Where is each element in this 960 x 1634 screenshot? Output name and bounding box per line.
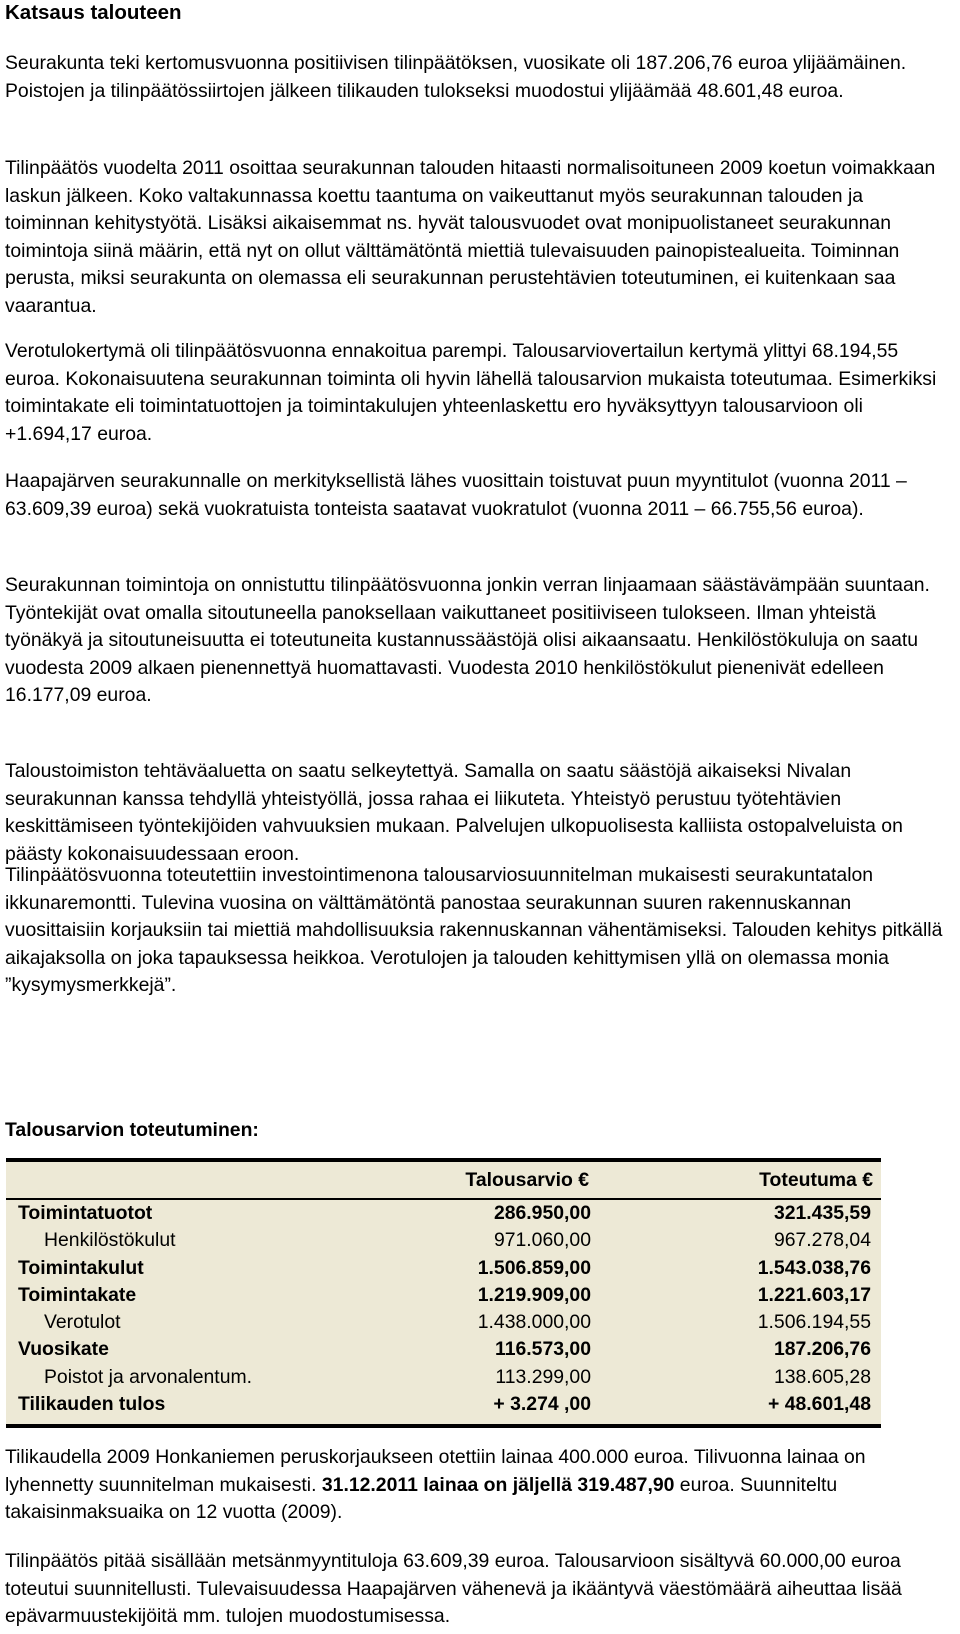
- loan-remaining-bold: 31.12.2011 lainaa on jäljellä 319.487,90: [321, 1473, 675, 1496]
- paragraph-financial-statement: Tilinpäätös vuodelta 2011 osoittaa seurakunnan talouden hitaasti normalisoituneen 2009 koetun voimakkaan laskun jälkeen. Koko valtakunnassa koettu taantuma on vaikeuttanut myös seurakunnan talouden ja toiminnan kehitystyötä. Lisäksi aikaisemmat ns. hyvät talousvuodet ovat monipuolistaneet seurakunnan toimintoja siinä määrin, että nyt on ollut välttämätöntä miettiä tulevaisuuden painopistealueita. Toiminnan perusta, miksi seurakunta on olemassa eli seurakunnan perustehtävien toteutuminen, ei kuitenkaan saa vaarantua.: [5, 157, 936, 317]
- row-budget: + 3.274 ,00: [493, 1393, 591, 1416]
- table-row: [6, 1336, 881, 1363]
- row-label: Toimintakate: [18, 1283, 137, 1306]
- table-row: [6, 1309, 881, 1336]
- header-budget: Talousarvio €: [306, 1160, 591, 1199]
- row-actual: + 48.601,48: [768, 1393, 871, 1416]
- row-label: Tilikauden tulos: [18, 1393, 166, 1416]
- table-row: [6, 1282, 881, 1309]
- row-actual: 187.206,76: [773, 1338, 871, 1361]
- row-budget: 1.219.909,00: [477, 1283, 591, 1306]
- row-label: Vuosikate: [18, 1338, 109, 1361]
- table-row: [6, 1391, 881, 1426]
- table-row: [6, 1199, 881, 1227]
- paragraph-loan: [5, 1444, 950, 1527]
- table-row: [6, 1364, 881, 1391]
- row-budget: 286.950,00: [493, 1202, 591, 1224]
- row-actual: 321.435,59: [773, 1202, 871, 1224]
- row-actual: 1.221.603,17: [757, 1283, 871, 1306]
- loan-text-after: euroa. Suunniteltu takaisinmaksuaika on 12 vuotta (2009).: [5, 1473, 838, 1523]
- row-actual: 1.543.038,76: [757, 1256, 871, 1279]
- page-title: Katsaus talouteen: [5, 1, 182, 24]
- paragraph-tax-income: Verotulokertymä oli tilinpäätösvuonna ennakoitua parempi. Talousarviovertailun kertymä ylittyi 68.194,55 euroa. Kokonaisuutena seurakunnan toiminta oli hyvin lähellä talousarvion mukaista toteutumaa. Esimerkiksi toimintakate eli toimintatuottojen ja toimintakulujen yhteenlaskettu ero hyväksyttyyn talousarvioon oli +1.694,17 euroa.: [5, 340, 937, 445]
- header-label: [6, 1160, 306, 1199]
- loan-text-before: Tilikaudella 2009 Honkaniemen peruskorjaukseen otettiin lainaa 400.000 euroa. Tilivuonna lainaa on lyhennetty suunnitelman mukaisesti.: [5, 1446, 866, 1496]
- paragraph-investments: Tilinpäätösvuonna toteutettiin investointimenona talousarviosuunnitelman mukaisesti seurakuntatalon ikkunaremontti. Tulevina vuosina on välttämätöntä panostaa seurakunnan suuren rakennuskannan vuosittaisiin korjauksiin tai miettiä mahdollisuuksia rakennuskannan vähentämiseksi. Talouden kehitys pitkällä aikajaksolla on joka tapauksessa heikkoa. Verotulojen ja talouden kehittymisen yllä on olemassa monia ”kysymysmerkkejä”.: [5, 864, 943, 996]
- paragraph-forest-sales: Tilinpäätös pitää sisällään metsänmyyntituloja 63.609,39 euroa. Talousarvioon sisältyvä 60.000,00 euroa toteutui suunnitellusti. Tulevaisuudessa Haapajärven vähenevä ja ikääntyvä väestömäärä aiheuttaa lisää epävarmuustekijöitä mm. tulojen muodostumisessa.: [5, 1550, 902, 1627]
- row-actual: 138.605,28: [773, 1365, 871, 1388]
- row-budget: 1.506.859,00: [477, 1256, 591, 1279]
- row-label: Toimintatuotot: [18, 1202, 153, 1224]
- budget-heading: Talousarvion toteutuminen:: [5, 1119, 259, 1141]
- row-actual: 967.278,04: [773, 1229, 871, 1252]
- budget-table: [6, 1158, 881, 1428]
- row-label: Poistot ja arvonalentum.: [44, 1365, 253, 1388]
- paragraph-result: Seurakunta teki kertomusvuonna positiivisen tilinpäätöksen, vuosikate oli 187.206,76 euroa ylijäämäinen. Poistojen ja tilinpäätössiirtojen jälkeen tilikauden tulokseksi muodostui ylijäämää 48.601,48 euroa.: [5, 52, 907, 102]
- row-label: Toimintakulut: [18, 1256, 144, 1279]
- budget-table-header: [6, 1160, 881, 1199]
- paragraph-finance-office: Taloustoimiston tehtäväaluetta on saatu selkeytettyä. Samalla on saatu säästöjä aikaiseksi Nivalan seurakunnan kanssa tehdyllä yhteistyöllä, jossa rahaa ei liikuteta. Yhteistyö perustuu työtehtävien keskittämiseen työntekijöiden vahvuuksien mukaan. Palvelujen ulkopuolisesta kalliista ostopalveluista on päästy kokonaisuudessaan eroon.: [5, 760, 903, 865]
- row-budget: 116.573,00: [495, 1338, 591, 1361]
- paragraph-savings: Seurakunnan toimintoja on onnistuttu tilinpäätösvuonna jonkin verran linjaamaan säästävämpään suuntaan. Työntekijät ovat omalla sitoutuneella panoksellaan vaikuttaneet positiiviseen tulokseen. Ilman yhteistä työnäkyä ja sitoutuneisuutta ei toteutuneita kustannussäästöjä olisi aikaansaatu. Henkilöstökuluja on saatu vuodesta 2009 alkaen pienennettyä huomattavasti. Vuodesta 2010 henkilöstökulut pienenivät edelleen 16.177,09 euroa.: [5, 574, 930, 706]
- row-label: Verotulot: [44, 1311, 121, 1334]
- row-budget: 1.438.000,00: [477, 1311, 591, 1334]
- table-row: [6, 1227, 881, 1254]
- paragraph-timber-rent: Haapajärven seurakunnalle on merkityksellistä lähes vuosittain toistuvat puun myyntitulot (vuonna 2011 – 63.609,39 euroa) sekä vuokratuista tonteista saatavat vuokratulot (vuonna 2011 – 66.755,56 euroa).: [5, 470, 907, 520]
- row-label: Henkilöstökulut: [44, 1229, 176, 1252]
- row-actual: 1.506.194,55: [757, 1311, 871, 1334]
- table-row: [6, 1255, 881, 1282]
- row-budget: 971.060,00: [493, 1229, 591, 1252]
- budget-table-wrap: [6, 1158, 881, 1428]
- row-budget: 113.299,00: [495, 1365, 591, 1388]
- header-actual: Toteutuma €: [591, 1160, 881, 1199]
